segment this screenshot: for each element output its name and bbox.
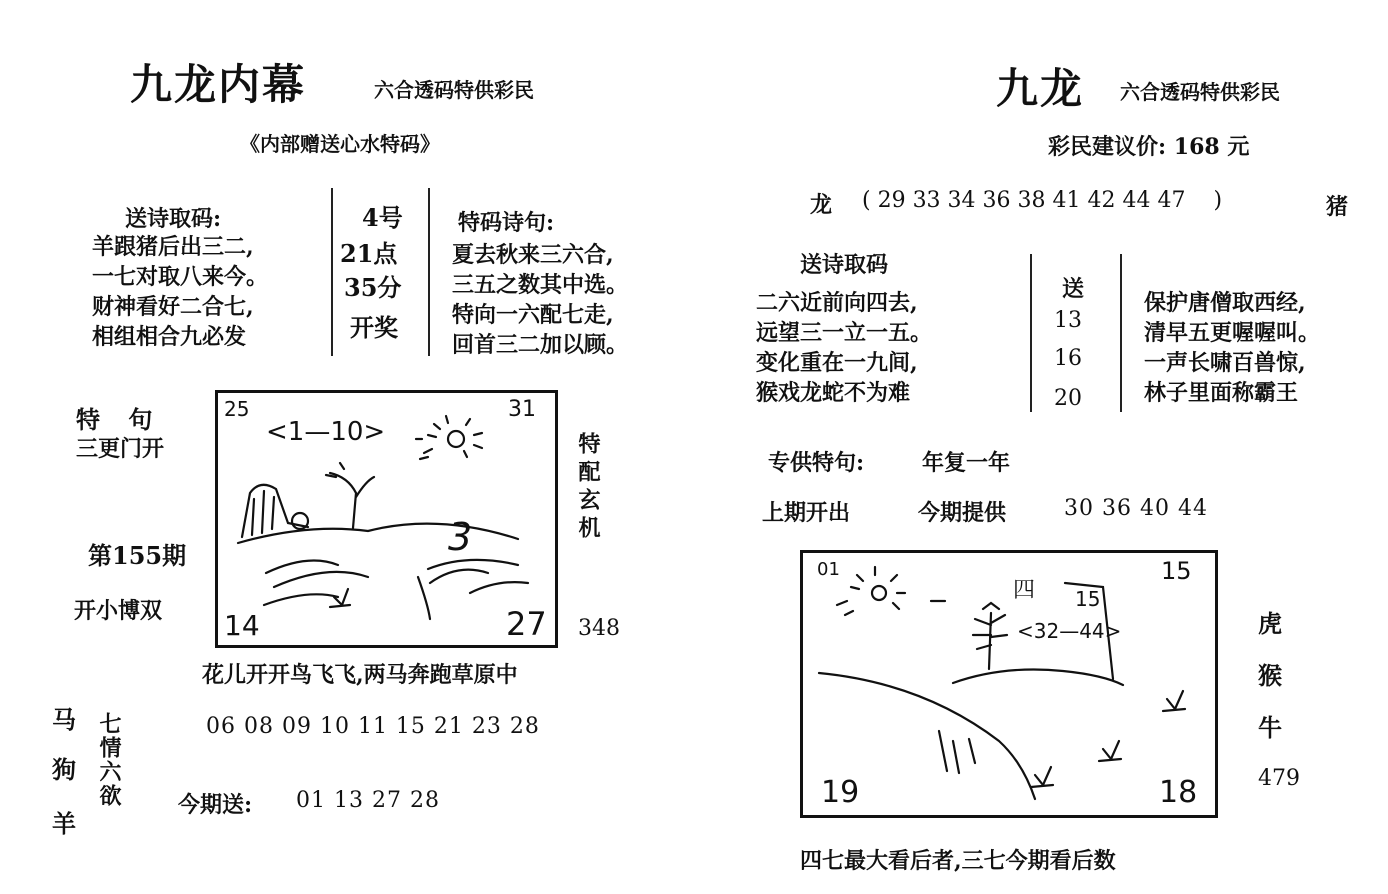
- right-title: 九龙: [996, 64, 1085, 113]
- right-special-text: 年复一年: [922, 450, 1011, 476]
- provide-numbers: 30 36 40 44: [1064, 496, 1208, 521]
- left-poem-line: 一七对取八来今。: [92, 264, 269, 290]
- right-poem: [756, 288, 932, 408]
- sun-rays: [837, 567, 945, 615]
- left-poem-line: 羊跟猪后出三二,: [92, 234, 254, 260]
- left-side-number: 348: [578, 616, 620, 641]
- right-poem-line: 二六近前向四去,: [756, 290, 918, 316]
- right-special-label: 专供特句:: [768, 450, 865, 476]
- right-poem2-line: 清早五更喔喔叫。: [1144, 320, 1321, 346]
- bird-icon: [1099, 741, 1121, 761]
- tree: [973, 603, 1007, 669]
- dragon-label: 龙: [810, 192, 833, 218]
- left-numbers: 06 08 09 10 11 15 21 23 28: [206, 714, 540, 739]
- zodiac-ox: 牛: [1258, 713, 1282, 742]
- right-poem2-line: 一声长啸百兽惊,: [1144, 350, 1306, 376]
- right-send-num-1: 13: [1054, 308, 1082, 333]
- right-poem-line: 变化重在一九间,: [756, 350, 918, 376]
- left-poem-heading: 送诗取码:: [125, 206, 222, 232]
- left-pic-digit: 3: [448, 515, 473, 559]
- issue-number: 第155期: [88, 541, 187, 570]
- right-poem2-line: 保护唐僧取西经,: [1144, 290, 1306, 316]
- right-send-num-3: 20: [1054, 386, 1082, 411]
- right-pic-num-tr: 15: [1161, 557, 1192, 585]
- right-pic-box15: 15: [1075, 587, 1101, 611]
- left-pic-num-br: 27: [506, 605, 547, 643]
- right-sketch: [803, 553, 1215, 815]
- left-subtitle: 六合透码特供彩民: [374, 78, 534, 102]
- right-send-label: 送: [1062, 276, 1085, 302]
- right-divider-1: [1030, 254, 1032, 412]
- right-poem-2: [1144, 288, 1320, 408]
- left-side-vertical: 特配玄机: [575, 432, 601, 544]
- right-pic-num-bl: 19: [821, 775, 860, 810]
- left-divider-1: [331, 188, 333, 356]
- emotion-vertical: 七情六欲: [96, 712, 122, 808]
- right-pic-num-tl: 01: [817, 559, 840, 580]
- right-poem-heading: 送诗取码: [800, 252, 889, 278]
- left-tagline: 《内部赠送心水特码》: [240, 132, 440, 156]
- bird-icon: [330, 589, 350, 607]
- right-subtitle: 六合透码特供彩民: [1120, 80, 1280, 104]
- right-price: 彩民建议价: 168 元: [1048, 134, 1250, 160]
- left-poem-line: 相组相合九必发: [92, 324, 247, 350]
- left-poem-line: 财神看好二合七,: [92, 294, 254, 320]
- right-poem2-line: 林子里面称霸王: [1144, 380, 1299, 406]
- special-poem-line: 回首三二加以顾。: [452, 332, 629, 358]
- sun-icon: [872, 586, 886, 600]
- left-title: 九龙内幕: [130, 60, 307, 109]
- te-ju-label: 特 句: [76, 405, 163, 434]
- draw-time-date: 4号: [362, 203, 403, 232]
- right-poem-line: 猴戏龙蛇不为难: [756, 380, 911, 406]
- left-special-heading: 特码诗句:: [458, 210, 555, 236]
- left-pic-num-tl: 25: [224, 397, 250, 421]
- provide-label: 今期提供: [918, 500, 1007, 526]
- bet-hint: 开小博双: [74, 598, 163, 624]
- draw-time-minute: 35分: [344, 273, 402, 302]
- last-label: 上期开出: [762, 500, 851, 526]
- draw-time-hour: 21点: [340, 239, 398, 268]
- bird-icon: [1031, 767, 1053, 787]
- right-picture: [800, 550, 1218, 818]
- left-pic-range: <1—10>: [266, 417, 386, 447]
- right-bottom-line: 四七最大看后者,三七今期看后数: [800, 848, 1116, 874]
- bird-icon: [1163, 691, 1185, 711]
- left-special-poem: [452, 240, 628, 360]
- te-ju-text: 三更门开: [76, 436, 165, 462]
- left-picture: [215, 390, 558, 648]
- zodiac-monkey: 猴: [1258, 661, 1282, 690]
- special-poem-line: 三五之数其中选。: [452, 272, 629, 298]
- right-pic-range: <32—44>: [1017, 619, 1122, 643]
- zodiac-goat: 羊: [52, 809, 76, 838]
- right-pic-char: 四: [1013, 578, 1036, 603]
- zodiac-tiger: 虎: [1258, 609, 1282, 638]
- right-side-number: 479: [1258, 766, 1300, 791]
- send-numbers: 01 13 27 28: [296, 788, 440, 813]
- right-pic-num-br: 18: [1159, 775, 1198, 810]
- tree: [326, 463, 374, 528]
- far-hill: [953, 670, 1123, 686]
- left-divider-2: [428, 188, 430, 356]
- left-pic-num-bl: 14: [224, 609, 260, 642]
- sun-icon: [448, 431, 464, 447]
- hill: [238, 524, 518, 543]
- right-divider-2: [1120, 254, 1122, 412]
- zodiac-dog: 狗: [52, 755, 76, 784]
- draw-time-open: 开奖: [350, 313, 398, 342]
- pig-label: 猪: [1326, 194, 1349, 220]
- dragon-numbers: ( 29 33 34 36 38 41 42 44 47 ): [862, 188, 1223, 213]
- left-poem: [92, 232, 268, 352]
- send-label: 今期送:: [178, 792, 253, 818]
- grass: [264, 560, 528, 619]
- left-pic-num-tr: 31: [508, 397, 536, 422]
- special-poem-line: 夏去秋来三六合,: [452, 242, 614, 268]
- special-poem-line: 特向一六配七走,: [452, 302, 614, 328]
- left-caption: 花儿开开鸟飞飞,两马奔跑草原中: [202, 662, 518, 688]
- right-send-num-2: 16: [1054, 346, 1082, 371]
- zodiac-horse: 马: [52, 705, 76, 734]
- right-poem-line: 远望三一立一五。: [756, 320, 933, 346]
- grass-strokes: [939, 731, 975, 773]
